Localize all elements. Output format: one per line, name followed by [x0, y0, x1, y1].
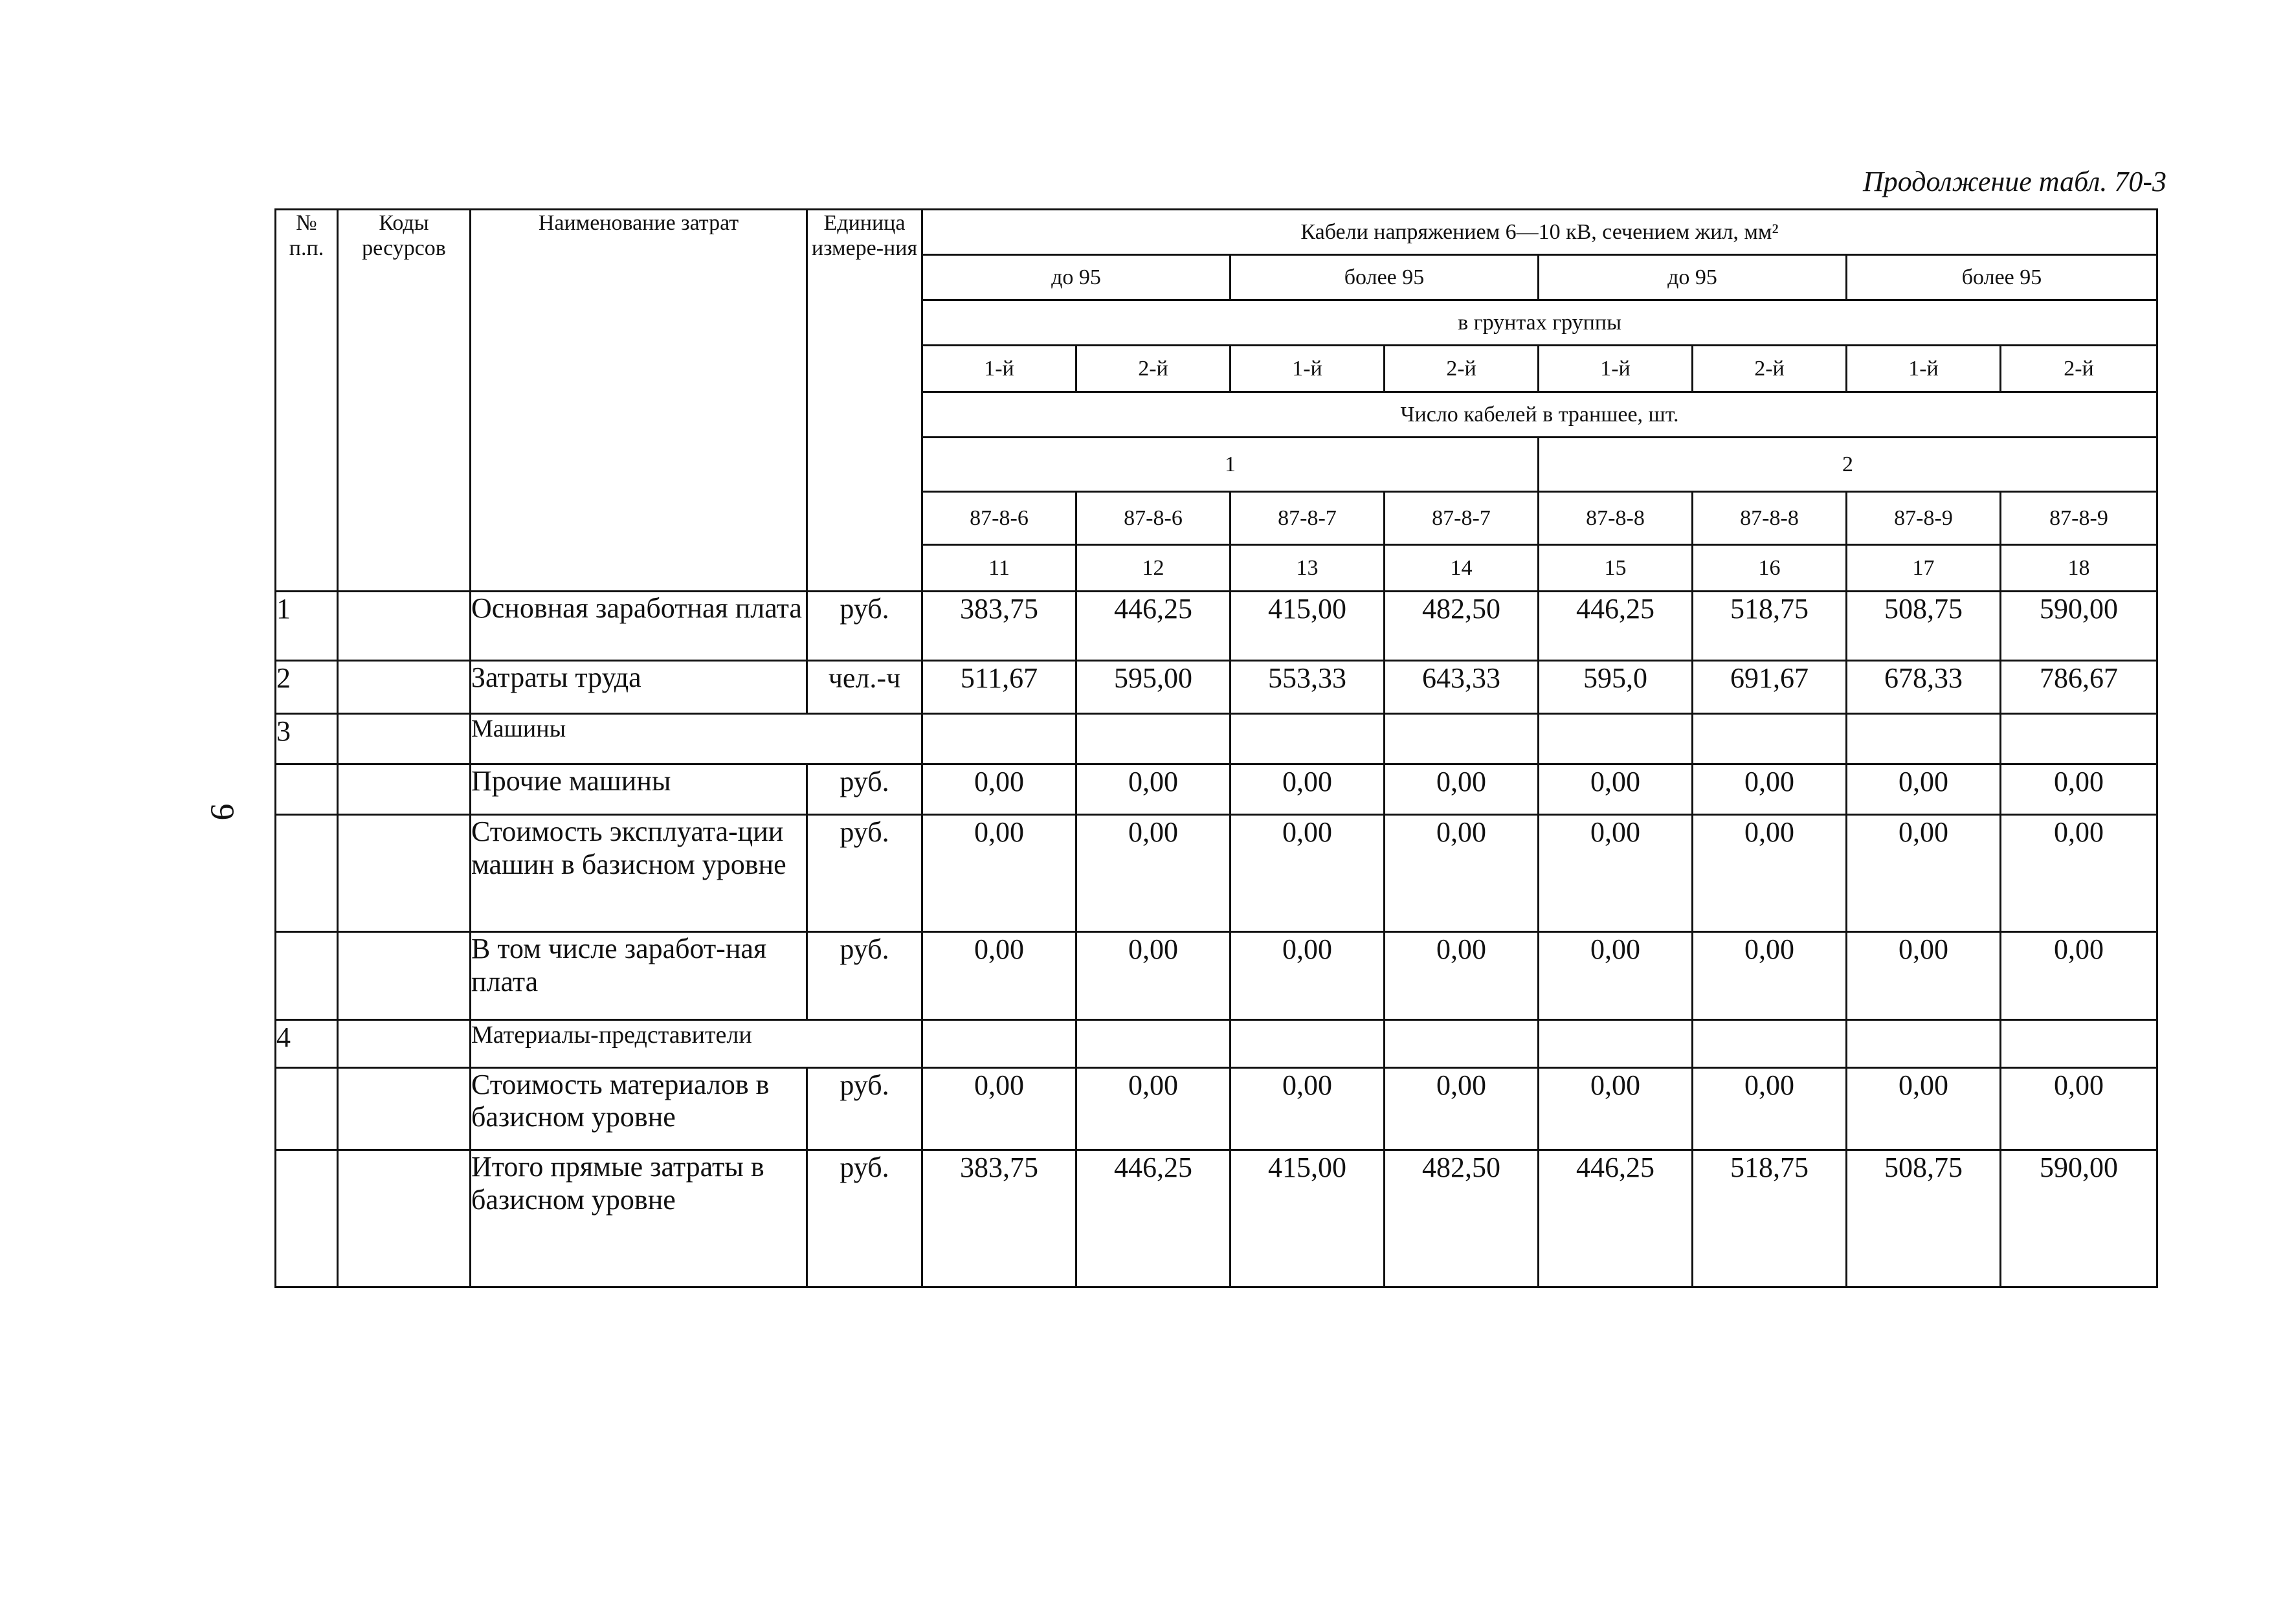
row-value: 0,00: [1385, 932, 1539, 1020]
row-value: 446,25: [1539, 592, 1693, 661]
page-number: 9: [203, 803, 241, 821]
header-soil-title: в грунтах группы: [922, 300, 2157, 346]
table-row: [276, 764, 2157, 815]
row-value: 415,00: [1231, 1150, 1385, 1287]
row-value: 0,00: [922, 932, 1076, 1020]
header-section: до 95: [1539, 255, 1847, 300]
row-value: 0,00: [1693, 815, 1847, 932]
row-value: [2001, 1019, 2157, 1067]
row-unit: руб.: [807, 1150, 922, 1287]
row-value: [1539, 714, 1693, 764]
row-no: [276, 932, 338, 1020]
row-value: 482,50: [1385, 592, 1539, 661]
header-soil-group: 2-й: [1693, 346, 1847, 392]
row-value: [1385, 1019, 1539, 1067]
cost-table: [274, 208, 2158, 1288]
row-name: Основная заработная плата: [471, 592, 807, 661]
row-name: Итого прямые затраты в базисном уровне: [471, 1150, 807, 1287]
row-value: [1693, 714, 1847, 764]
row-value: 0,00: [1693, 932, 1847, 1020]
row-value: [1847, 1019, 2001, 1067]
row-value: [2001, 714, 2157, 764]
table-row: [276, 592, 2157, 661]
row-code: [338, 714, 471, 764]
header-code: 87-8-7: [1231, 492, 1385, 545]
row-value: 415,00: [1231, 592, 1385, 661]
row-name: Стоимость материалов в базисном уровне: [471, 1067, 807, 1150]
row-no: [276, 1150, 338, 1287]
row-name: Прочие машины: [471, 764, 807, 815]
header-code: 87-8-8: [1693, 492, 1847, 545]
row-value: [1385, 714, 1539, 764]
row-unit: руб.: [807, 1067, 922, 1150]
header-soil-group: 1-й: [1539, 346, 1693, 392]
row-value: 0,00: [1076, 932, 1231, 1020]
row-name: Затраты труда: [471, 660, 807, 713]
header-col-number: 12: [1076, 545, 1231, 592]
row-value: 0,00: [1693, 1067, 1847, 1150]
row-value: 0,00: [1539, 1067, 1693, 1150]
row-name: В том числе заработ-ная плата: [471, 932, 807, 1020]
row-code: [338, 1067, 471, 1150]
header-col-number: 15: [1539, 545, 1693, 592]
row-value: [922, 714, 1076, 764]
table-row: [276, 1019, 2157, 1067]
row-value: 0,00: [922, 764, 1076, 815]
header-soil-group: 2-й: [2001, 346, 2157, 392]
header-code: 87-8-6: [922, 492, 1076, 545]
header-col-number: 18: [2001, 545, 2157, 592]
row-value: 595,00: [1076, 660, 1231, 713]
header-col-number: 14: [1385, 545, 1539, 592]
row-value: [922, 1019, 1076, 1067]
row-value: 0,00: [1231, 932, 1385, 1020]
table-row: [276, 815, 2157, 932]
row-value: 0,00: [922, 1067, 1076, 1150]
table-row: [276, 714, 2157, 764]
row-value: 0,00: [2001, 1067, 2157, 1150]
row-no: 4: [276, 1019, 338, 1067]
row-value: 508,75: [1847, 1150, 2001, 1287]
table-body: [276, 592, 2157, 1287]
header-name: Наименование затрат: [471, 210, 807, 592]
row-value: 0,00: [2001, 932, 2157, 1020]
row-value: 0,00: [1847, 1067, 2001, 1150]
row-value: 0,00: [1076, 1067, 1231, 1150]
row-value: 0,00: [1076, 764, 1231, 815]
row-value: 518,75: [1693, 592, 1847, 661]
row-no: [276, 1067, 338, 1150]
row-value: 0,00: [1231, 1067, 1385, 1150]
header-col-number: 16: [1693, 545, 1847, 592]
header-cables-title: Кабели напряжением 6—10 кВ, сечением жил, мм²: [922, 210, 2157, 255]
row-value: 383,75: [922, 1150, 1076, 1287]
header-codes: Коды ресурсов: [338, 210, 471, 592]
row-value: 508,75: [1847, 592, 2001, 661]
header-code: 87-8-8: [1539, 492, 1693, 545]
row-no: 3: [276, 714, 338, 764]
table-row: [276, 932, 2157, 1020]
row-value: 643,33: [1385, 660, 1539, 713]
row-value: 0,00: [1539, 764, 1693, 815]
row-value: 691,67: [1693, 660, 1847, 713]
row-value: 482,50: [1385, 1150, 1539, 1287]
header-col-number: 11: [922, 545, 1076, 592]
header-code: 87-8-9: [2001, 492, 2157, 545]
header-cable-count-title: Число кабелей в траншее, шт.: [922, 392, 2157, 438]
row-value: 0,00: [1693, 764, 1847, 815]
row-code: [338, 932, 471, 1020]
row-no: [276, 764, 338, 815]
header-code: 87-8-9: [1847, 492, 2001, 545]
row-value: 0,00: [1231, 815, 1385, 932]
row-code: [338, 592, 471, 661]
row-value: [1693, 1019, 1847, 1067]
header-soil-group: 2-й: [1076, 346, 1231, 392]
header-section: более 95: [1847, 255, 2157, 300]
row-value: [1231, 1019, 1385, 1067]
row-value: 446,25: [1539, 1150, 1693, 1287]
header-soil-group: 2-й: [1385, 346, 1539, 392]
row-value: [1076, 714, 1231, 764]
row-value: 0,00: [1385, 764, 1539, 815]
row-no: 2: [276, 660, 338, 713]
row-value: [1076, 1019, 1231, 1067]
section-heading: Машины: [471, 714, 922, 764]
row-unit: чел.-ч: [807, 660, 922, 713]
header-code: 87-8-6: [1076, 492, 1231, 545]
row-value: 786,67: [2001, 660, 2157, 713]
row-code: [338, 1150, 471, 1287]
row-value: [1539, 1019, 1693, 1067]
header-section: до 95: [922, 255, 1231, 300]
row-value: 0,00: [1539, 815, 1693, 932]
row-value: 0,00: [1231, 764, 1385, 815]
row-value: 0,00: [1385, 815, 1539, 932]
row-code: [338, 764, 471, 815]
row-value: 590,00: [2001, 1150, 2157, 1287]
header-cable-count: 2: [1539, 438, 2157, 492]
row-code: [338, 815, 471, 932]
row-no: 1: [276, 592, 338, 661]
row-value: [1847, 714, 2001, 764]
header-soil-group: 1-й: [1847, 346, 2001, 392]
header-section: более 95: [1231, 255, 1539, 300]
header-no: № п.п.: [276, 210, 338, 592]
row-value: 678,33: [1847, 660, 2001, 713]
row-unit: руб.: [807, 815, 922, 932]
header-cable-count: 1: [922, 438, 1539, 492]
row-value: 553,33: [1231, 660, 1385, 713]
section-heading: Материалы-представители: [471, 1019, 922, 1067]
table-caption: Продолжение табл. 70-3: [1863, 166, 2166, 197]
row-value: 0,00: [1385, 1067, 1539, 1150]
row-value: 383,75: [922, 592, 1076, 661]
header-col-number: 13: [1231, 545, 1385, 592]
header-col-number: 17: [1847, 545, 2001, 592]
row-value: 446,25: [1076, 1150, 1231, 1287]
row-value: 518,75: [1693, 1150, 1847, 1287]
row-unit: руб.: [807, 764, 922, 815]
row-value: 0,00: [1076, 815, 1231, 932]
row-value: 0,00: [1539, 932, 1693, 1020]
row-value: 0,00: [922, 815, 1076, 932]
table-row: [276, 1067, 2157, 1150]
header-code: 87-8-7: [1385, 492, 1539, 545]
row-value: [1231, 714, 1385, 764]
header-soil-group: 1-й: [1231, 346, 1385, 392]
row-value: 0,00: [2001, 764, 2157, 815]
table-row: [276, 1150, 2157, 1287]
row-unit: руб.: [807, 592, 922, 661]
row-value: 0,00: [1847, 815, 2001, 932]
row-value: 590,00: [2001, 592, 2157, 661]
row-name: Стоимость эксплуата-ции машин в базисном уровне: [471, 815, 807, 932]
row-value: 511,67: [922, 660, 1076, 713]
row-value: 0,00: [2001, 815, 2157, 932]
table-row: [276, 660, 2157, 713]
row-value: 595,0: [1539, 660, 1693, 713]
row-no: [276, 815, 338, 932]
row-code: [338, 660, 471, 713]
row-value: 0,00: [1847, 932, 2001, 1020]
row-value: 0,00: [1847, 764, 2001, 815]
row-unit: руб.: [807, 932, 922, 1020]
row-code: [338, 1019, 471, 1067]
row-value: 446,25: [1076, 592, 1231, 661]
header-soil-group: 1-й: [922, 346, 1076, 392]
table-header: [276, 210, 2157, 592]
header-unit: Единица измере-ния: [807, 210, 922, 592]
